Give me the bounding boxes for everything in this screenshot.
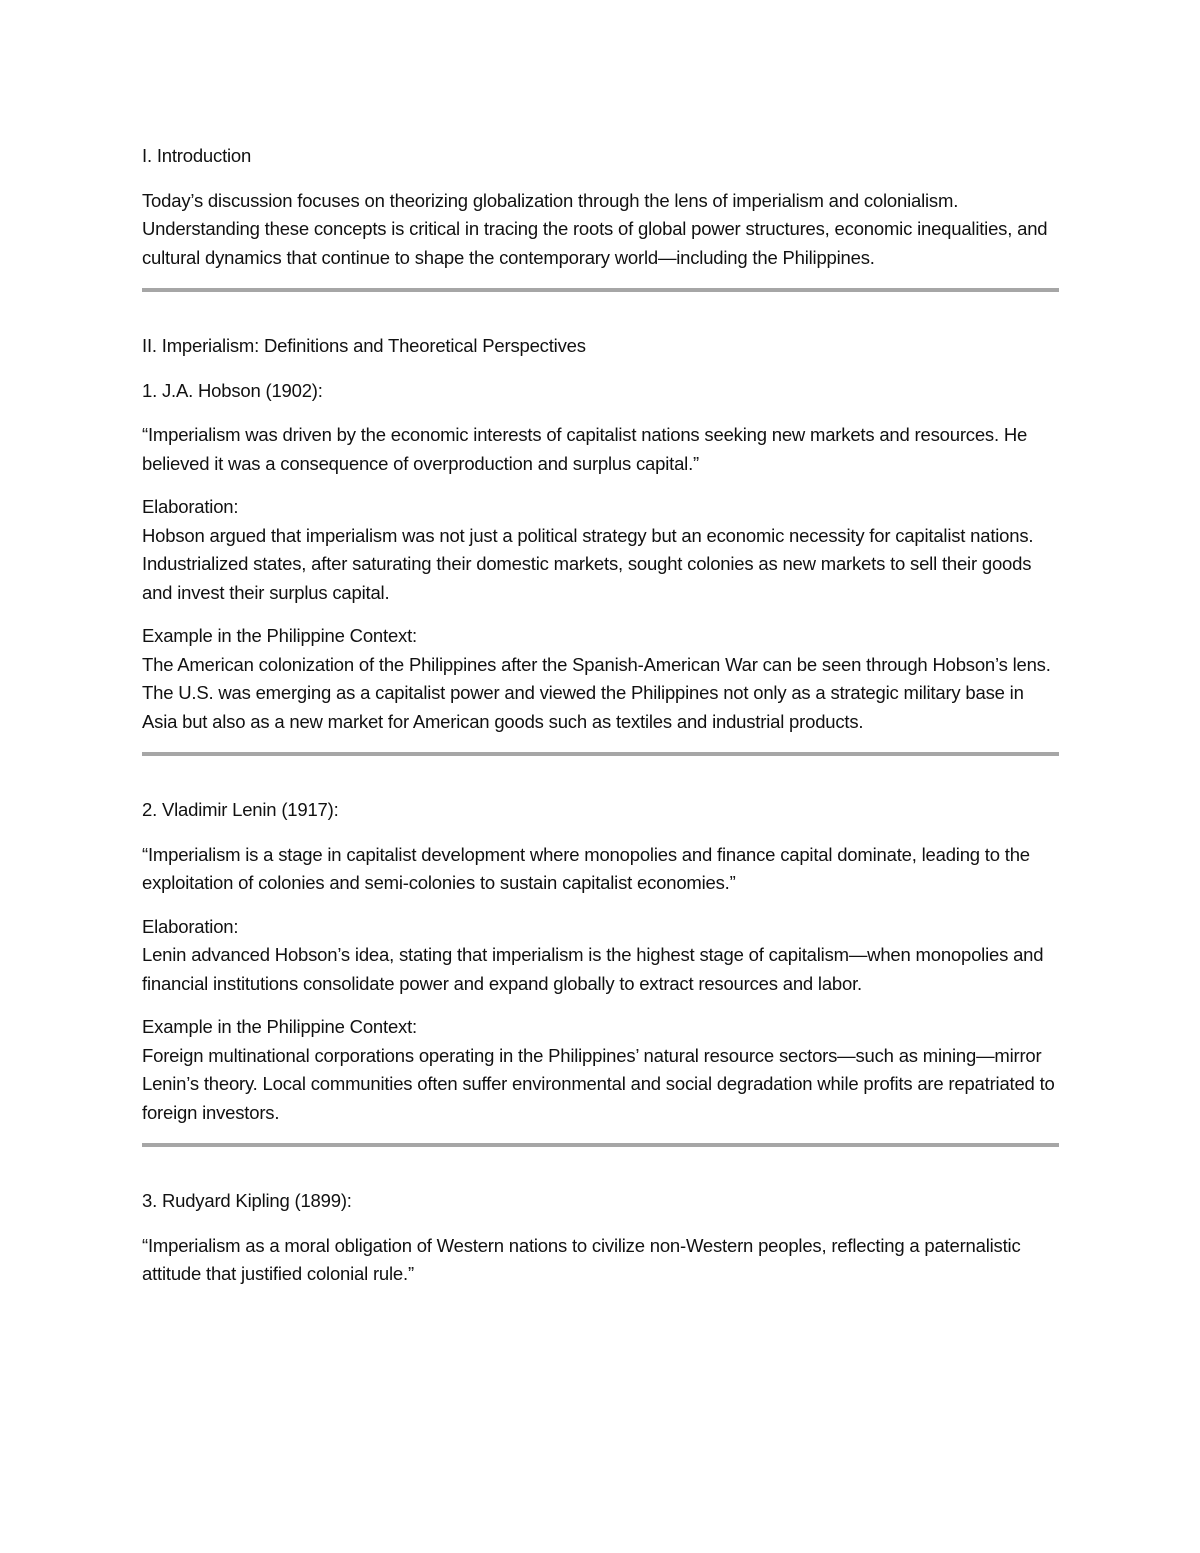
lenin-example-label: Example in the Philippine Context:	[142, 1016, 417, 1037]
lenin-elaboration-label: Elaboration:	[142, 915, 239, 937]
hobson-example-label: Example in the Philippine Context:	[142, 625, 417, 646]
intro-heading: I. Introduction	[142, 145, 252, 166]
document-page	[142, 130, 1060, 1289]
lenin-elaboration: Lenin advanced Hobson’s idea, stating that imperialism is the highest stage of capitalism—when monopolies and financial institutions consolidate power and expand globally to extract resources and labor.	[142, 944, 1044, 994]
kipling-heading: 3. Rudyard Kipling (1899):	[142, 1190, 352, 1211]
hobson-elaboration-label: Elaboration:	[142, 496, 239, 517]
lenin-heading: 2. Vladimir Lenin (1917):	[142, 799, 339, 820]
section-heading-imperialism: II. Imperialism: Definitions and Theoretical Perspectives	[142, 335, 586, 356]
lenin-quote: “Imperialism is a stage in capitalist development where monopolies and finance capital dominate, leading to the exploitation of colonies and semi-colonies to sustain capitalist economies.”	[142, 843, 1030, 893]
hobson-quote: “Imperialism was driven by the economic interests of capitalist nations seeking new markets and resources. He believed it was a consequence of overproduction and surplus capital.”	[142, 424, 1028, 474]
section-divider	[142, 288, 1059, 292]
section-divider	[142, 752, 1059, 756]
hobson-elaboration: Hobson argued that imperialism was not just a political strategy but an economic necessity for capitalist nations. Industrialized states, after saturating their domestic markets, sought colonies as new markets to sell their goods and invest their surplus capital.	[142, 524, 1034, 603]
kipling-quote: “Imperialism as a moral obligation of Western nations to civilize non-Western peoples, reflecting a paternalistic attitude that justified colonial rule.”	[142, 1234, 1021, 1284]
hobson-example: The American colonization of the Philippines after the Spanish-American War can be seen through Hobson’s lens. The U.S. was emerging as a capitalist power and viewed the Philippines not only as a strategic military base in Asia but also as a new market for American goods such as textiles and industrial products.	[142, 653, 1051, 732]
section-divider	[142, 1143, 1059, 1147]
intro-paragraph: Today’s discussion focuses on theorizing globalization through the lens of imperialism and colonialism. Understanding these concepts is critical in tracing the roots of global power structures, economic inequalities, and cultural dynamics that continue to shape the contemporary world—including the Philippines.	[142, 189, 1048, 268]
lenin-example: Foreign multinational corporations operating in the Philippines’ natural resource sectors—such as mining—mirror Lenin’s theory. Local communities often suffer environmental and social degradation while profits are repatriated to foreign investors.	[142, 1044, 1055, 1123]
hobson-heading: 1. J.A. Hobson (1902):	[142, 379, 323, 401]
